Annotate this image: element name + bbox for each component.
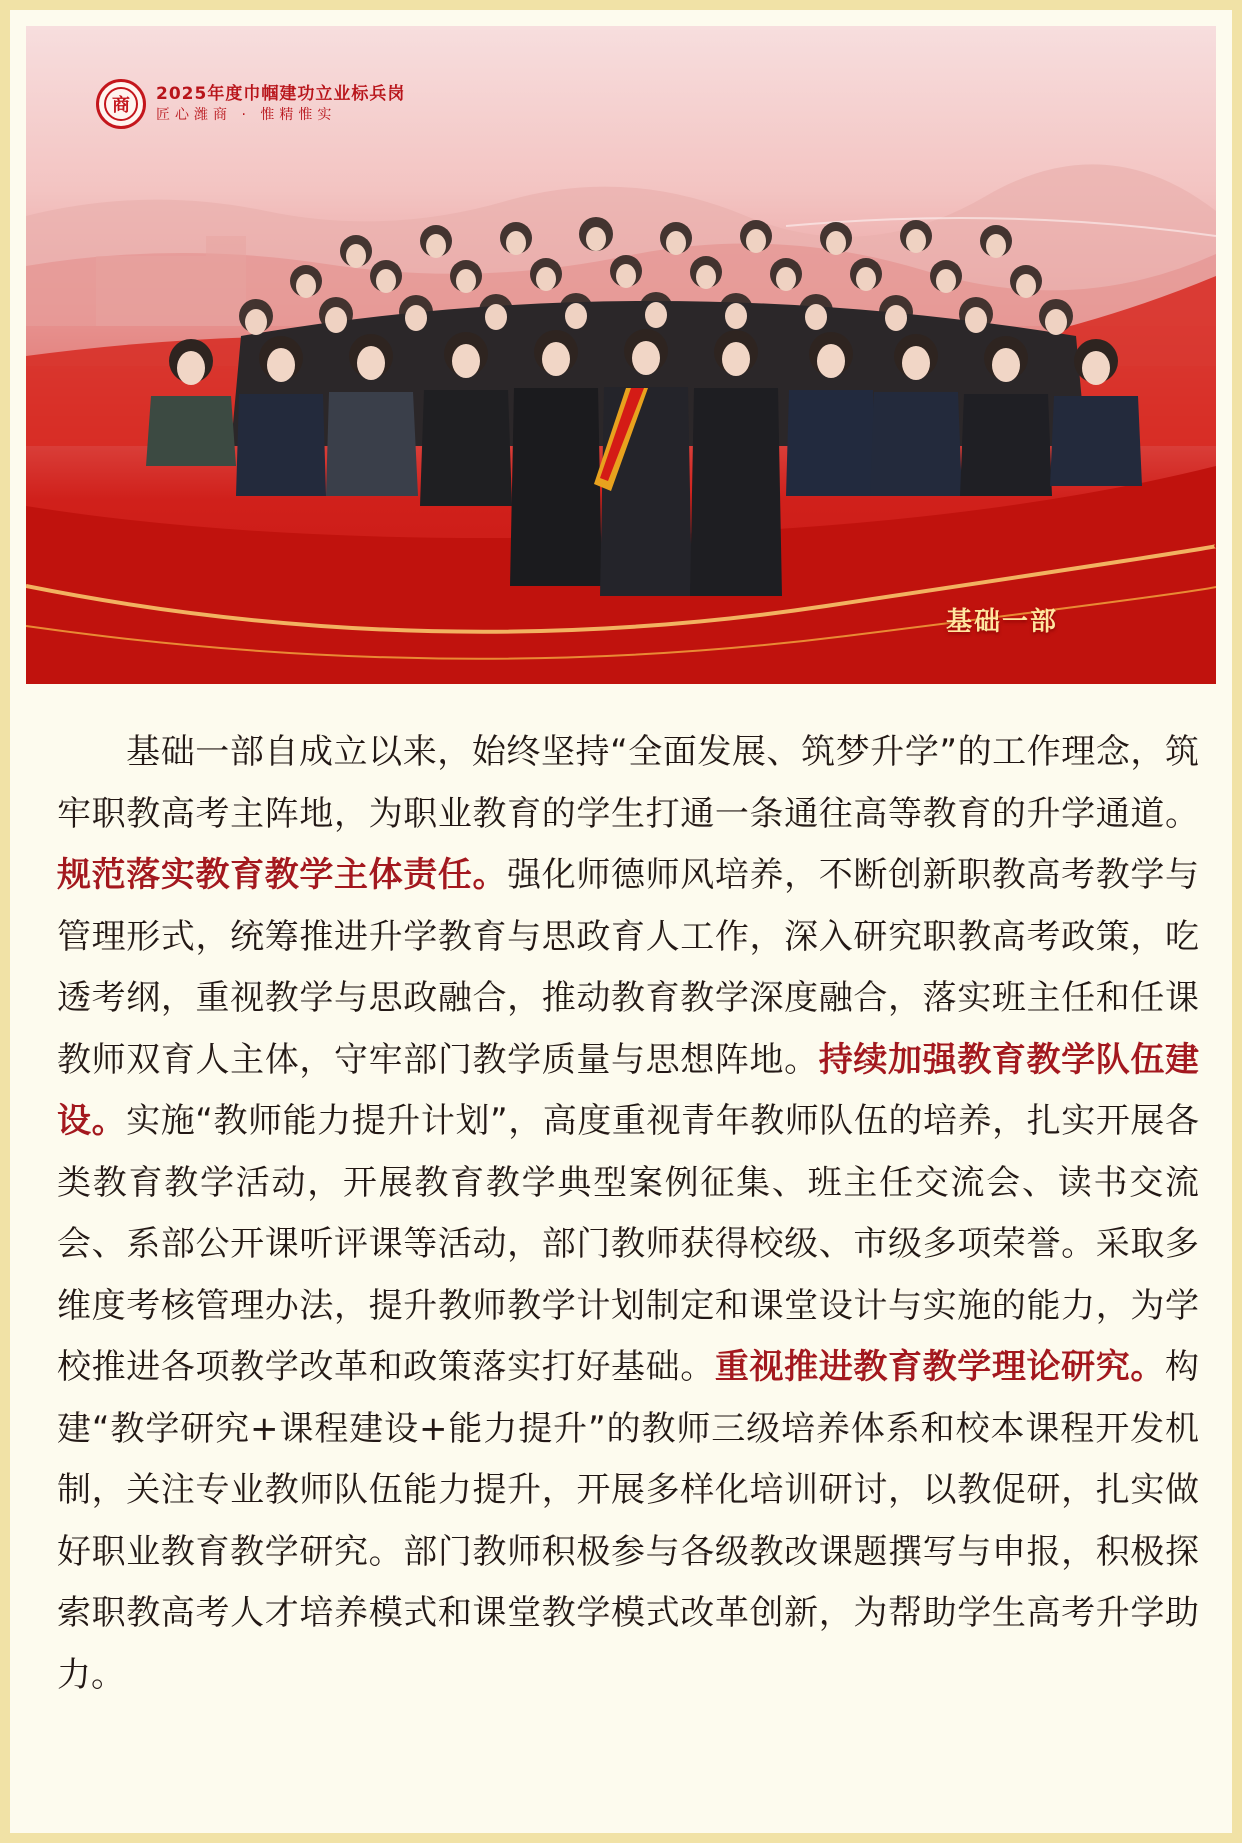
logo-text xyxy=(156,83,405,125)
highlight-heading: 重视推进教育教学理论研究。 xyxy=(714,1347,1165,1387)
indent xyxy=(57,732,126,772)
article-body xyxy=(57,722,1199,1706)
group-photo-banner xyxy=(26,26,1216,684)
event-logo xyxy=(96,74,405,134)
page-frame xyxy=(10,10,1232,1833)
article-sentence: 强化师德师风培养，不断创新职教高考教学与管理形式，统筹推进升学教育与思政育人工作，深入研究职教高考政策，吃透考纲，重视教学与思政融合，推动教育教学深度融合，落实班主任和任课教师双育人主体，守牢部门教学质量与思想阵地。 xyxy=(57,855,1199,1080)
seal-character: 商 xyxy=(104,87,138,121)
highlight-heading: 规范落实教育教学主体责任。 xyxy=(57,855,508,895)
article-sentence: 构建“教学研究+课程建设+能力提升”的教师三级培养体系和校本课程开发机制，关注专业教师队伍能力提升，开展多样化培训研讨，以教促研，扎实做好职业教育教学研究。部门教师积极参与各级教改课题撰写与申报，积极探索职教高考人才培养模式和课堂教学模式改革创新，为帮助学生高考升学助力。 xyxy=(57,1347,1199,1695)
department-label: 基础一部 xyxy=(946,607,1059,637)
school-seal-icon xyxy=(96,79,146,129)
event-slogan: 匠心潍商 · 惟精惟实 xyxy=(156,107,337,123)
highlight-heading: 持续加强教育教学队伍建设。 xyxy=(57,1039,1199,1141)
article-sentence: 实施“教师能力提升计划”，高度重视青年教师队伍的培养，扎实开展各类教育教学活动，开展教育教学典型案例征集、班主任交流会、读书交流会、系部公开课听评课等活动，部门教师获得校级、市级多项荣誉。采取多维度考核管理办法，提升教师教学计划制定和课堂设计与实施的能力，为学校推进各项教学改革和政策落实打好基础。 xyxy=(57,1101,1199,1387)
article-sentence: 基础一部自成立以来，始终坚持“全面发展、筑梦升学”的工作理念，筑牢职教高考主阵地，为职业教育的学生打通一条通往高等教育的升学通道。 xyxy=(57,732,1199,834)
event-title: 2025年度巾帼建功立业标兵岗 xyxy=(156,84,406,104)
